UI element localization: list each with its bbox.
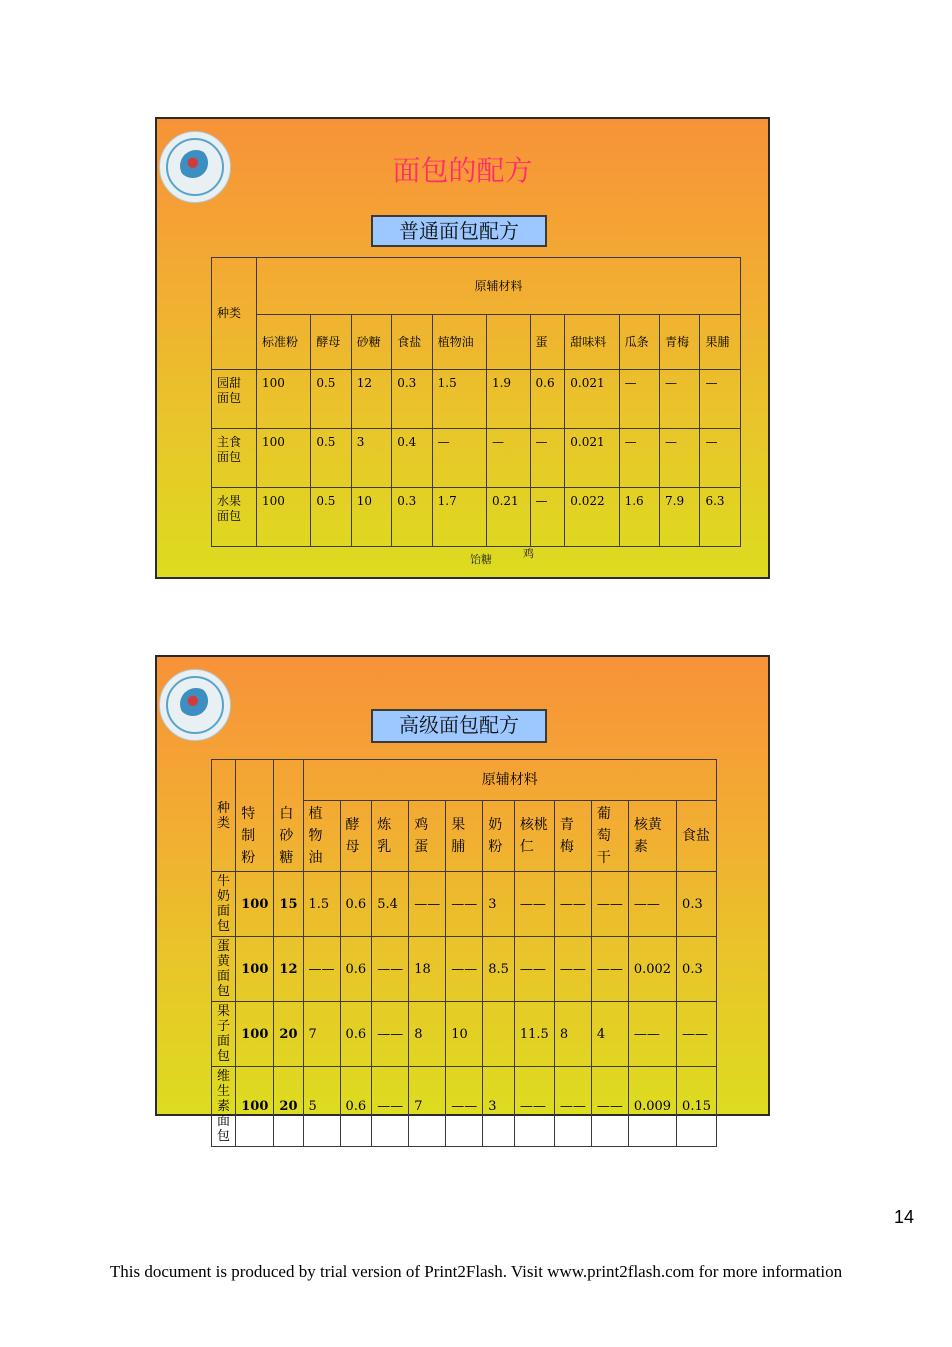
table-cell: 0.15 — [677, 1067, 717, 1147]
column-header: 植物油 — [432, 315, 486, 370]
row-name: 园甜面包 — [212, 370, 257, 429]
column-header: 植物油 — [303, 801, 340, 872]
table-cell: — — [660, 429, 700, 488]
table-cell: 7 — [409, 1067, 446, 1147]
table-row — [212, 429, 741, 488]
row-name: 维生素面包 — [212, 1067, 236, 1147]
table-cell: 0.021 — [565, 429, 619, 488]
table-cell: 3 — [483, 872, 515, 937]
table-cell: 0.3 — [677, 937, 717, 1002]
table-cell: 8 — [409, 1002, 446, 1067]
column-header: 葡萄干 — [591, 801, 628, 872]
table-cell: —— — [372, 1067, 409, 1147]
table-cell: 100 — [257, 429, 311, 488]
table-cell: —— — [514, 872, 554, 937]
table-row — [212, 370, 741, 429]
row-name: 牛奶面包 — [212, 872, 236, 937]
table-cell: —— — [514, 1067, 554, 1147]
common-bread-table — [211, 257, 741, 547]
group-header: 原辅材料 — [303, 760, 717, 801]
table-cell: —— — [628, 872, 676, 937]
column-header: 奶粉 — [483, 801, 515, 872]
table-cell: —— — [554, 937, 591, 1002]
column-header: 标准粉 — [257, 315, 311, 370]
table-cell: —— — [446, 1067, 483, 1147]
table-cell: — — [619, 370, 659, 429]
table-cell: 0.6 — [340, 1002, 372, 1067]
table-cell: —— — [446, 872, 483, 937]
table-cell: 4 — [591, 1002, 628, 1067]
table-cell: 1.9 — [486, 370, 530, 429]
table-cell: 100 — [236, 1067, 274, 1147]
table-cell: —— — [409, 872, 446, 937]
row-name: 蛋黄面包 — [212, 937, 236, 1002]
column-header: 酵母 — [311, 315, 351, 370]
slide-premium-bread — [155, 655, 770, 1144]
table-cell: —— — [591, 872, 628, 937]
header-row — [212, 760, 717, 801]
header-cell: 白砂糖 — [274, 760, 303, 872]
table-cell: 0.022 — [565, 488, 619, 547]
column-header: 食盐 — [392, 315, 432, 370]
table-cell: 0.6 — [530, 370, 565, 429]
table-row — [212, 488, 741, 547]
table-cell: —— — [591, 1067, 628, 1147]
table-cell: —— — [554, 872, 591, 937]
table-cell: —— — [554, 1067, 591, 1147]
table-cell: —— — [591, 937, 628, 1002]
table-cell: 8.5 — [483, 937, 515, 1002]
table-cell: 1.7 — [432, 488, 486, 547]
table-cell: 0.6 — [340, 937, 372, 1002]
row-name: 主食面包 — [212, 429, 257, 488]
column-header: 鸡蛋 — [409, 801, 446, 872]
table-cell: —— — [514, 937, 554, 1002]
table-row — [212, 1002, 717, 1067]
table-cell: —— — [372, 1002, 409, 1067]
table-cell: — — [530, 488, 565, 547]
table-cell: 10 — [446, 1002, 483, 1067]
table-cell: 18 — [409, 937, 446, 1002]
table-cell: 0.002 — [628, 937, 676, 1002]
table-cell: 11.5 — [514, 1002, 554, 1067]
row-header: 种类 — [212, 258, 257, 370]
column-header: 青梅 — [554, 801, 591, 872]
table-cell: 12 — [351, 370, 391, 429]
table-cell: 12 — [274, 937, 303, 1002]
table-cell: —— — [677, 1002, 717, 1067]
column-header: 瓜条 — [619, 315, 659, 370]
table-cell: 100 — [257, 370, 311, 429]
table-cell: 100 — [236, 872, 274, 937]
table-cell: 15 — [274, 872, 303, 937]
header-row — [212, 258, 741, 315]
table-cell: 20 — [274, 1002, 303, 1067]
row-header: 种类 — [212, 760, 236, 872]
page-number: 14 — [893, 1207, 914, 1227]
table-cell: 100 — [236, 937, 274, 1002]
table-cell: 5 — [303, 1067, 340, 1147]
slide-title: 面包的配方 — [392, 154, 533, 187]
column-header: 果脯 — [446, 801, 483, 872]
table-cell: 0.6 — [340, 1067, 372, 1147]
table-cell: —— — [372, 937, 409, 1002]
subtitle-box: 普通面包配方 — [371, 215, 547, 247]
header-cell: 特制粉 — [236, 760, 274, 872]
university-logo-icon — [159, 669, 231, 741]
slide-common-bread — [155, 117, 770, 579]
row-name: 果子面包 — [212, 1002, 236, 1067]
table-cell: 100 — [236, 1002, 274, 1067]
footer-notice: This document is produced by trial version of Print2Flash. Visit www.print2flash.com for more information — [109, 1262, 843, 1281]
stray-text: 鸡 — [523, 547, 534, 560]
column-header: 青梅 — [660, 315, 700, 370]
column-header — [486, 315, 530, 370]
table-cell — [483, 1002, 515, 1067]
group-header: 原辅材料 — [257, 258, 741, 315]
table-cell: 10 — [351, 488, 391, 547]
table-cell: 100 — [257, 488, 311, 547]
stray-text: 饴糖 — [470, 553, 492, 566]
table-cell: 1.6 — [619, 488, 659, 547]
subtitle-box: 高级面包配方 — [371, 709, 547, 743]
column-header: 蛋 — [530, 315, 565, 370]
table-cell: 0.3 — [392, 488, 432, 547]
table-cell: 0.21 — [486, 488, 530, 547]
column-header: 砂糖 — [351, 315, 391, 370]
row-name: 水果面包 — [212, 488, 257, 547]
column-header: 果脯 — [700, 315, 741, 370]
table-cell: 0.3 — [677, 872, 717, 937]
table-cell: — — [486, 429, 530, 488]
column-header: 核黄素 — [628, 801, 676, 872]
premium-bread-table — [211, 759, 717, 1147]
table-cell: 3 — [351, 429, 391, 488]
table-cell: — — [530, 429, 565, 488]
table-cell: — — [700, 429, 741, 488]
column-header: 核桃仁 — [514, 801, 554, 872]
table-cell: 0.5 — [311, 488, 351, 547]
table-cell: 1.5 — [303, 872, 340, 937]
table-cell: —— — [628, 1002, 676, 1067]
table-cell: 5.4 — [372, 872, 409, 937]
table-cell: 1.5 — [432, 370, 486, 429]
column-header: 酵母 — [340, 801, 372, 872]
table-row — [212, 937, 717, 1002]
column-header: 炼乳 — [372, 801, 409, 872]
table-cell: — — [619, 429, 659, 488]
table-cell: 0.4 — [392, 429, 432, 488]
table-cell: 0.009 — [628, 1067, 676, 1147]
table-cell: — — [432, 429, 486, 488]
table-cell: 0.5 — [311, 370, 351, 429]
table-cell: —— — [303, 937, 340, 1002]
table-cell: — — [660, 370, 700, 429]
table-cell: 7.9 — [660, 488, 700, 547]
table-cell: 8 — [554, 1002, 591, 1067]
column-header-row — [212, 315, 741, 370]
table-row — [212, 1067, 717, 1147]
column-header: 甜味料 — [565, 315, 619, 370]
table-cell: —— — [446, 937, 483, 1002]
table-cell: 3 — [483, 1067, 515, 1147]
table-cell: 0.021 — [565, 370, 619, 429]
table-cell: 0.6 — [340, 872, 372, 937]
column-header: 食盐 — [677, 801, 717, 872]
table-cell: 20 — [274, 1067, 303, 1147]
table-cell: 0.3 — [392, 370, 432, 429]
table-cell: — — [700, 370, 741, 429]
table-row — [212, 872, 717, 937]
table-cell: 0.5 — [311, 429, 351, 488]
table-cell: 6.3 — [700, 488, 741, 547]
table-cell: 7 — [303, 1002, 340, 1067]
